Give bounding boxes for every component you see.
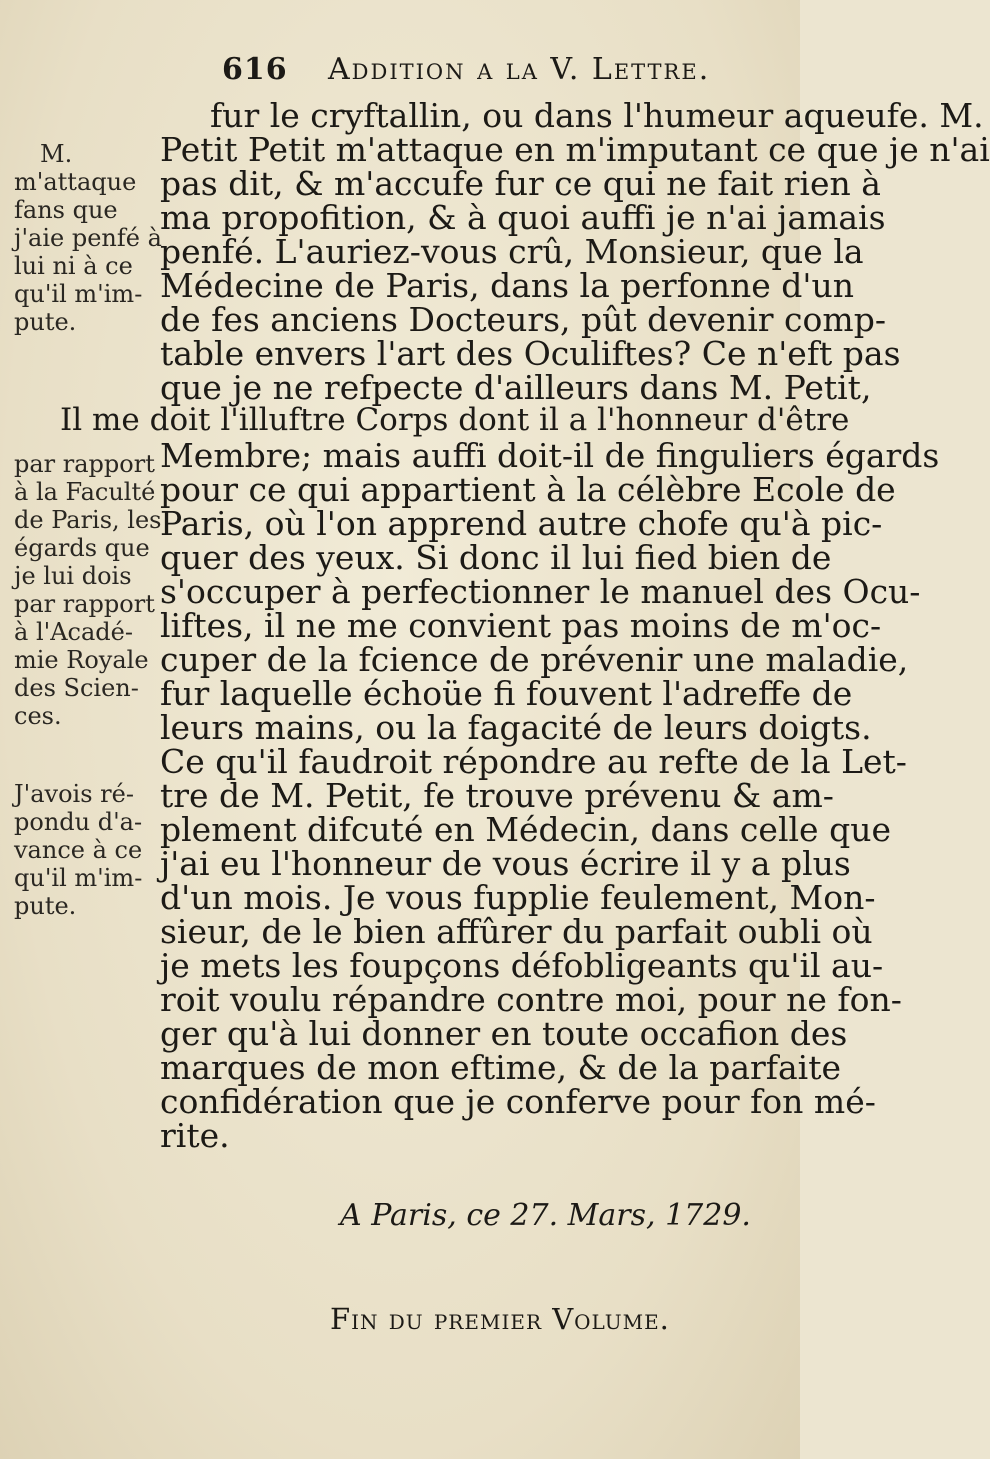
margin-note: vance à ce (14, 836, 143, 864)
margin-note: à l'Acadé- (14, 618, 133, 646)
end-of-volume: Fin du premier Volume. (330, 1302, 670, 1336)
text-line: fur laquelle échoüe fi fouvent l'adreffe de (160, 674, 853, 713)
text-line: tre de M. Petit, fe trouve prévenu & am- (160, 776, 834, 815)
text-line: Petit Petit m'attaque en m'imputant ce que je n'ai (160, 130, 990, 169)
text-line: s'occuper à perfectionner le manuel des Ocu- (160, 572, 921, 611)
margin-note: M. (40, 140, 73, 168)
margin-note: par rapport (14, 590, 155, 618)
text-line: rite. (160, 1116, 230, 1155)
page-number: 616 (222, 52, 288, 87)
text-line: ger qu'à lui donner en toute occafion des (160, 1014, 848, 1053)
text-line: Il me doit l'illuftre Corps dont il a l'honneur d'être (60, 402, 850, 438)
dateline: A Paris, ce 27. Mars, 1729. (340, 1198, 751, 1233)
text-line: liftes, il ne me convient pas moins de m'oc- (160, 606, 882, 645)
text-line: fur le cryftallin, ou dans l'humeur aqueufe. M. (210, 96, 984, 135)
margin-note: par rapport (14, 450, 155, 478)
margin-note: pondu d'a- (14, 808, 143, 836)
text-line: je mets les foupçons défobligeants qu'il au- (160, 946, 884, 985)
text-line: de fes anciens Docteurs, pût devenir comp- (160, 300, 886, 339)
margin-note: qu'il m'im- (14, 864, 143, 892)
text-line: marques de mon eftime, & de la parfaite (160, 1048, 842, 1087)
text-line: que je ne refpecte d'ailleurs dans M. Petit, (160, 368, 872, 407)
margin-note: pute. (14, 308, 77, 336)
margin-note: de Paris, les (14, 506, 162, 534)
text-line: Ce qu'il faudroit répondre au refte de la Let- (160, 742, 907, 781)
margin-note: lui ni à ce (14, 252, 133, 280)
margin-note: J'avois ré- (14, 780, 134, 808)
text-line: Médecine de Paris, dans la perfonne d'un (160, 266, 854, 305)
margin-note: égards que (14, 534, 150, 562)
text-line: quer des yeux. Si donc il lui fied bien de (160, 538, 832, 577)
margin-note: fans que (14, 196, 118, 224)
text-line: sieur, de le bien affûrer du parfait oubli où (160, 912, 873, 951)
text-line: Membre; mais auffi doit-il de finguliers égards (160, 436, 940, 475)
text-line: d'un mois. Je vous fupplie feulement, Mon- (160, 878, 876, 917)
text-line: j'ai eu l'honneur de vous écrire il y a plus (160, 844, 851, 883)
text-line: cuper de la fcience de prévenir une maladie, (160, 640, 909, 679)
margin-note: qu'il m'im- (14, 280, 143, 308)
running-header (0, 52, 800, 92)
margin-note: mie Royale (14, 646, 149, 674)
text-line: table envers l'art des Oculiftes? Ce n'eft pas (160, 334, 901, 373)
margin-note: m'attaque (14, 168, 137, 196)
text-line: Paris, où l'on apprend autre chofe qu'à pic- (160, 504, 883, 543)
margin-note: des Scien- (14, 674, 139, 702)
margin-note: pute. (14, 892, 77, 920)
text-line: pas dit, & m'accufe fur ce qui ne fait rien à (160, 164, 881, 203)
text-line: roit voulu répandre contre moi, pour ne fon- (160, 980, 902, 1019)
text-line: leurs mains, ou la fagacité de leurs doigts. (160, 708, 872, 747)
text-line: plement difcuté en Médecin, dans celle que (160, 810, 891, 849)
text-line: penfé. L'auriez-vous crû, Monsieur, que la (160, 232, 864, 271)
margin-note: ces. (14, 702, 62, 730)
running-title: Addition a la V. Lettre. (328, 52, 711, 87)
margin-note: je lui dois (14, 562, 132, 590)
margin-note: j'aie penfé à (14, 224, 162, 252)
text-line: confidération que je conferve pour fon mé- (160, 1082, 876, 1121)
text-line: pour ce qui appartient à la célèbre Ecole de (160, 470, 896, 509)
margin-note: à la Faculté (14, 478, 156, 506)
text-line: ma propofition, & à quoi auffi je n'ai jamais (160, 198, 886, 237)
